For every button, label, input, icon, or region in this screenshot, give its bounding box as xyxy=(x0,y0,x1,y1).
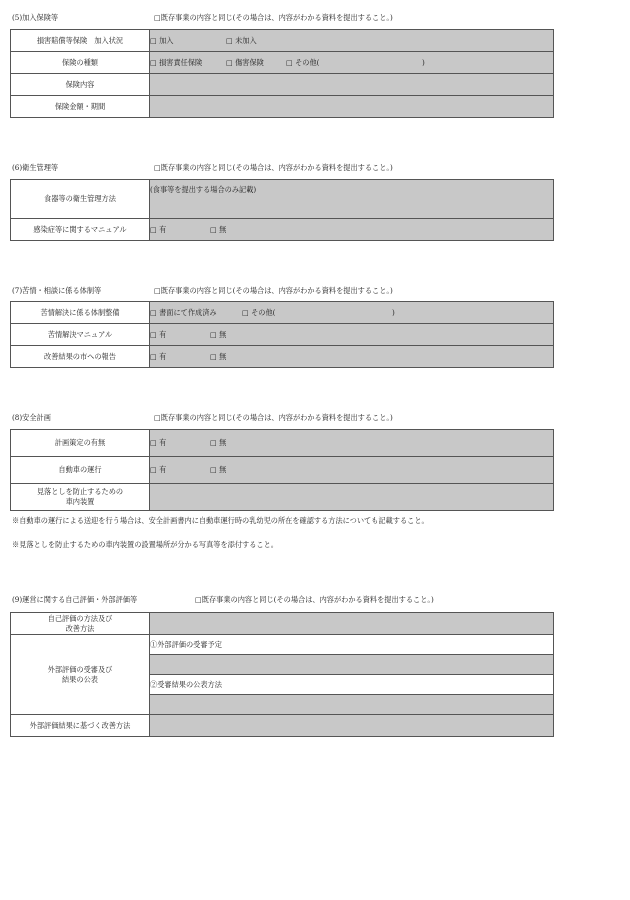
improvement-report-field[interactable] xyxy=(150,346,554,368)
option-yes[interactable]: □ 有 xyxy=(150,438,167,447)
tableware-hygiene-field[interactable] xyxy=(150,180,554,219)
in-vehicle-device-label-line2: 車内装置 xyxy=(65,497,95,506)
option-not-enrolled[interactable]: □ 未加入 xyxy=(226,35,257,45)
insurance-status-field[interactable] xyxy=(150,30,554,52)
section-7-heading: (7)苦情・相談に係る体制等 xyxy=(12,286,102,295)
option-liability-insurance[interactable]: □ 損害責任保険 xyxy=(150,57,203,67)
option-yes[interactable]: □ 有 xyxy=(150,224,167,234)
vehicle-operation-footnote: ※自動車の運行による送迎を行う場合は、安全計画書内に自動車運行時の乳幼児の所在を確認する方法についても記載すること。 xyxy=(12,516,429,525)
option-no[interactable]: □ 無 xyxy=(210,351,227,361)
option-other[interactable]: □ その他( xyxy=(242,307,276,317)
infection-manual-label: 感染症等に関するマニュアル xyxy=(11,219,150,241)
section-5-table xyxy=(10,29,554,118)
insurance-amount-period-field[interactable] xyxy=(150,96,554,118)
external-review-plan-subheading: ①外部評価の受審予定 xyxy=(150,635,554,655)
tableware-hygiene-label: 食器等の衛生管理方法 xyxy=(11,180,150,219)
section-9-heading: (9)運営に関する自己評価・外部評価等 xyxy=(12,595,138,604)
insurance-content-field[interactable] xyxy=(150,74,554,96)
option-yes[interactable]: □ 有 xyxy=(150,351,167,361)
option-yes[interactable]: □ 有 xyxy=(150,465,167,474)
complaint-system-field[interactable] xyxy=(150,302,554,324)
insurance-content-label: 保険内容 xyxy=(11,74,150,96)
external-review-plan-field[interactable] xyxy=(150,655,554,675)
result-publication-field[interactable] xyxy=(150,695,554,715)
option-no[interactable]: □ 無 xyxy=(210,465,227,474)
complaint-manual-field[interactable] xyxy=(150,324,554,346)
plan-established-label: 計画策定の有無 xyxy=(11,430,150,457)
in-vehicle-device-field[interactable] xyxy=(150,484,554,511)
option-enrolled[interactable]: □ 加入 xyxy=(150,35,174,45)
section-6-table xyxy=(10,179,554,241)
plan-established-field[interactable] xyxy=(150,430,554,457)
close-paren: ) xyxy=(422,57,425,67)
insurance-amount-period-label: 保険金額・期間 xyxy=(11,96,150,118)
section-7-table xyxy=(10,301,554,368)
improvement-report-label: 改善結果の市への報告 xyxy=(11,346,150,368)
self-evaluation-label-line1: 自己評価の方法及び xyxy=(47,613,113,623)
insurance-type-label: 保険の種類 xyxy=(11,52,150,74)
section-5-same-as-existing-note[interactable]: □既存事業の内容と同じ(その場合は、内容がわかる資料を提出すること。) xyxy=(154,13,393,22)
external-evaluation-label-line2: 結果の公表 xyxy=(62,674,98,684)
vehicle-operation-label: 自動車の運行 xyxy=(11,457,150,484)
section-8-table xyxy=(10,429,554,511)
complaint-system-label: 苦情解決に係る体制整備 xyxy=(11,302,150,324)
external-evaluation-label xyxy=(11,635,150,715)
tableware-hygiene-note: (食事等を提出する場合のみ記載) xyxy=(150,185,257,194)
improvement-method-label: 外部評価結果に基づく改善方法 xyxy=(11,715,150,737)
option-no[interactable]: □ 無 xyxy=(210,329,227,339)
section-8-same-as-existing-note[interactable]: □既存事業の内容と同じ(その場合は、内容がわかる資料を提出すること。) xyxy=(154,413,393,422)
section-5-heading: (5)加入保険等 xyxy=(12,13,59,22)
close-paren: ) xyxy=(392,307,395,317)
result-publication-subheading: ②受審結果の公表方法 xyxy=(150,675,554,695)
in-vehicle-device-label-line1: 見落としを防止するための xyxy=(36,487,124,497)
section-8-heading: (8)安全計画 xyxy=(12,413,51,422)
option-other[interactable]: □ その他( xyxy=(286,57,320,67)
option-injury-insurance[interactable]: □ 傷害保険 xyxy=(226,57,264,67)
section-6-heading: (6)衛生管理等 xyxy=(12,163,59,172)
section-9-same-as-existing-note[interactable]: □既存事業の内容と同じ(その場合は、内容がわかる資料を提出すること。) xyxy=(195,595,434,604)
self-evaluation-label xyxy=(11,613,150,635)
section-9-table xyxy=(10,612,554,737)
complaint-manual-label: 苦情解決マニュアル xyxy=(11,324,150,346)
option-yes[interactable]: □ 有 xyxy=(150,329,167,339)
in-vehicle-device-label xyxy=(11,484,150,511)
insurance-type-field[interactable] xyxy=(150,52,554,74)
external-evaluation-label-line1: 外部評価の受審及び xyxy=(47,664,113,674)
infection-manual-field[interactable] xyxy=(150,219,554,241)
photo-attachment-footnote: ※見落としを防止するための車内装置の設置場所が分かる写真等を添付すること。 xyxy=(12,540,278,549)
insurance-status-label: 損害賠償等保険 加入状況 xyxy=(11,30,150,52)
section-7-same-as-existing-note[interactable]: □既存事業の内容と同じ(その場合は、内容がわかる資料を提出すること。) xyxy=(154,286,393,295)
section-6-same-as-existing-note[interactable]: □既存事業の内容と同じ(その場合は、内容がわかる資料を提出すること。) xyxy=(154,163,393,172)
self-evaluation-field[interactable] xyxy=(150,613,554,635)
self-evaluation-label-line2: 改善方法 xyxy=(65,623,95,633)
improvement-method-field[interactable] xyxy=(150,715,554,737)
option-documented[interactable]: □ 書面にて作成済み xyxy=(150,307,217,317)
option-no[interactable]: □ 無 xyxy=(210,438,227,447)
option-no[interactable]: □ 無 xyxy=(210,224,227,234)
vehicle-operation-field[interactable] xyxy=(150,457,554,484)
